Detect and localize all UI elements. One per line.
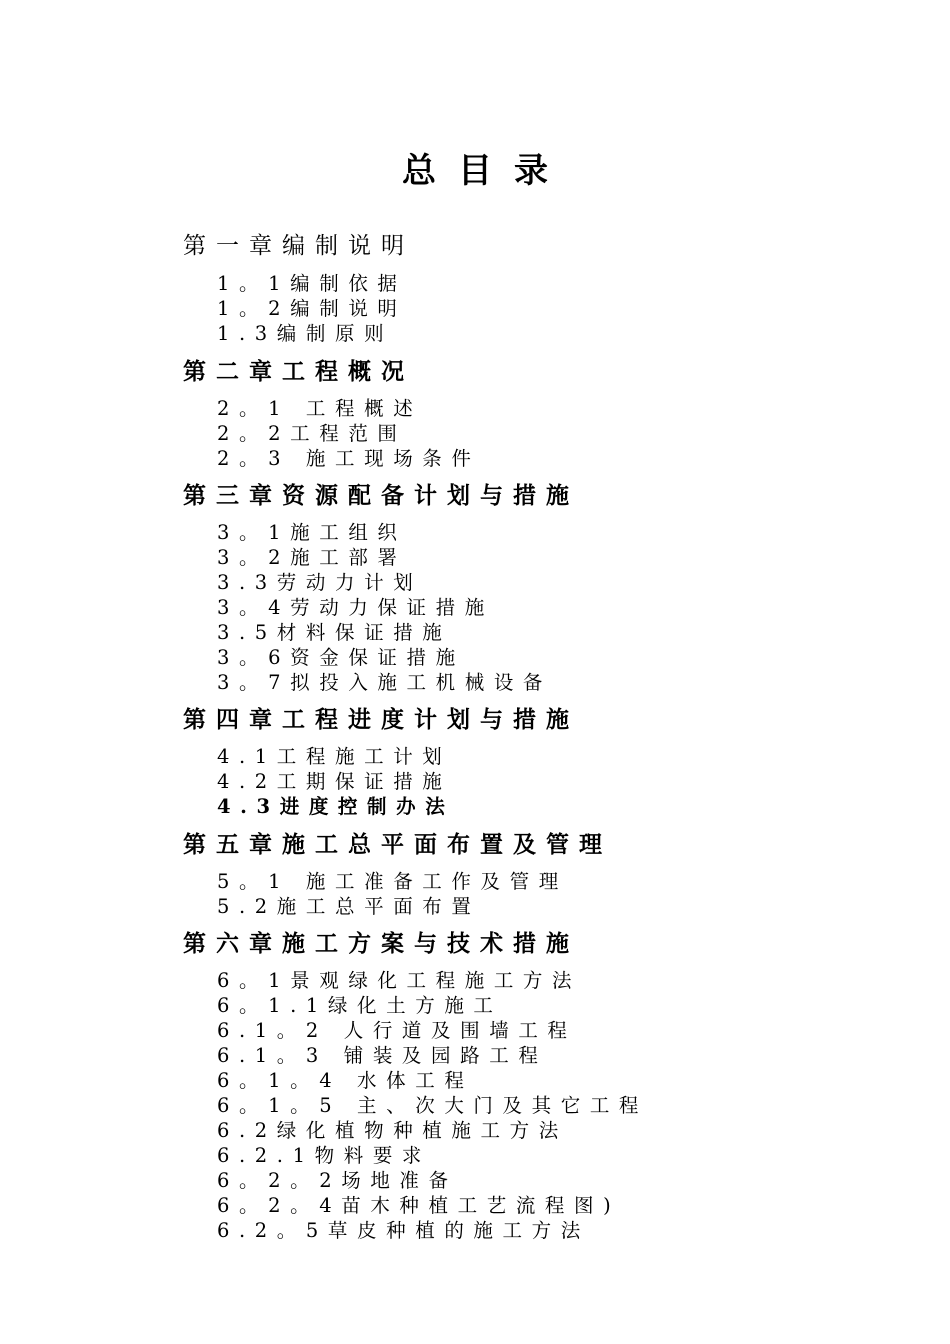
toc-section-3-7[interactable]: 3。7拟投入施工机械设备 [217, 671, 553, 694]
toc-section-6-1-2[interactable]: 6.1。2 人行道及围墙工程 [217, 1019, 577, 1042]
toc-section-3-4[interactable]: 3。4劳动力保证措施 [217, 596, 494, 619]
toc-section-6-2-1[interactable]: 6.2.1物料要求 [217, 1144, 432, 1167]
toc-section-6-1-4[interactable]: 6。1。4 水体工程 [217, 1069, 474, 1092]
toc-section-5-1[interactable]: 5。1 施工准备工作及管理 [217, 870, 568, 893]
toc-section-6-2[interactable]: 6.2绿化植物种植施工方法 [217, 1119, 568, 1142]
toc-chapter-5[interactable]: 第五章施工总平面布置及管理 [183, 831, 612, 858]
toc-section-1-3[interactable]: 1.3编制原则 [217, 322, 394, 345]
toc-chapter-2[interactable]: 第二章工程概况 [183, 358, 414, 385]
toc-section-4-1[interactable]: 4.1工程施工计划 [217, 745, 452, 768]
toc-section-3-6[interactable]: 3。6资金保证措施 [217, 646, 465, 669]
toc-chapter-6[interactable]: 第六章施工方案与技术措施 [183, 930, 579, 957]
toc-section-6-1[interactable]: 6。1景观绿化工程施工方法 [217, 969, 582, 992]
toc-section-6-2-4[interactable]: 6。2。4苗木种植工艺流程图) [217, 1194, 621, 1217]
toc-section-6-1-5[interactable]: 6。1。5 主、次大门及其它工程 [217, 1094, 649, 1117]
toc-section-1-2[interactable]: 1。2编制说明 [217, 297, 407, 320]
toc-section-3-2[interactable]: 3。2施工部署 [217, 546, 407, 569]
toc-section-5-2[interactable]: 5.2施工总平面布置 [217, 895, 481, 918]
toc-section-2-2[interactable]: 2。2工程范围 [217, 422, 407, 445]
toc-section-6-1-1[interactable]: 6。1.1绿化土方施工 [217, 994, 503, 1017]
toc-section-4-3[interactable]: 4.3进度控制办法 [217, 795, 455, 818]
toc-chapter-3[interactable]: 第三章资源配备计划与措施 [183, 482, 579, 509]
toc-section-6-2-2[interactable]: 6。2。2场地准备 [217, 1169, 458, 1192]
toc-chapter-4[interactable]: 第四章工程进度计划与措施 [183, 706, 579, 733]
toc-section-2-1[interactable]: 2。1 工程概述 [217, 397, 423, 420]
toc-section-3-3[interactable]: 3.3劳动力计划 [217, 571, 423, 594]
toc-section-4-2[interactable]: 4.2工期保证措施 [217, 770, 452, 793]
toc-chapter-1[interactable]: 第一章编制说明 [183, 233, 414, 259]
document-title: 总目录 [402, 151, 570, 191]
toc-section-3-1[interactable]: 3。1施工组织 [217, 521, 407, 544]
toc-section-2-3[interactable]: 2。3 施工现场条件 [217, 447, 481, 470]
toc-section-1-1[interactable]: 1。1编制依据 [217, 272, 407, 295]
toc-section-6-2-5[interactable]: 6.2。5草皮种植的施工方法 [217, 1219, 590, 1242]
toc-section-6-1-3[interactable]: 6.1。3 铺装及园路工程 [217, 1044, 548, 1067]
toc-section-3-5[interactable]: 3.5材料保证措施 [217, 621, 452, 644]
